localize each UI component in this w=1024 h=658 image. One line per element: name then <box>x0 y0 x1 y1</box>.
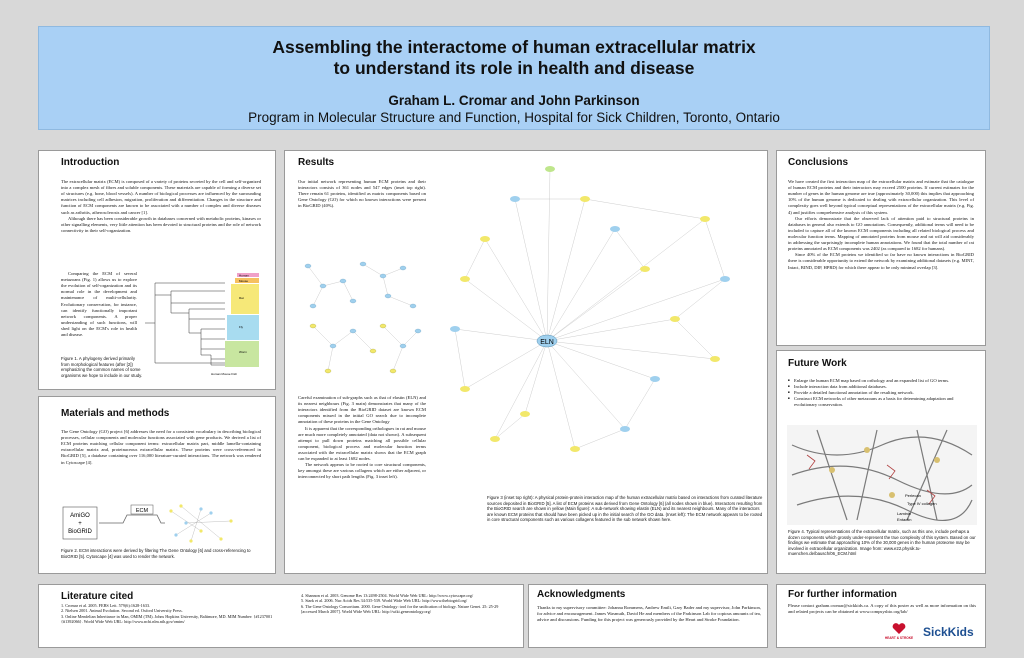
further-info-paragraph: Please contact graham.cromar@sickkids.ca. A copy of this poster as well as more information on this and related projects can be obtained at www.compsysbio.org/lab/ <box>788 603 976 615</box>
figure2-caption: Figure 2. ECM interactions were derived by filtering The Gene Ontology [6] and cross-referencing to BioGRID [5]. Cytoscape [4] was used to render the network. <box>61 548 251 559</box>
eln-node-label: ELN <box>540 339 554 346</box>
heart-icon <box>892 623 906 635</box>
phylo-label-human: Human <box>239 273 249 278</box>
fig4-label-entactin: Entactin <box>897 517 912 522</box>
future-work-item: ■ Include interaction data from additional databases. <box>788 384 974 390</box>
acknowledgments-panel <box>528 584 768 648</box>
introduction-heading: Introduction <box>61 157 120 168</box>
conclusions-panel <box>776 150 986 346</box>
heart-stroke-logo <box>881 623 917 643</box>
results-paragraph-1: Our initial network representing human ECM proteins and their interactors consists of 361 nodes and 547 edges (inset top right). There remain 61 proteins, identified as matrix components based on Gene Ontology (GO) for which no known interactions were present in BioGRID (40%). <box>298 179 426 209</box>
results-paragraph-4: The network appears to be rooted to core structural components, key amongst these are various collagens which are either adjacent, or interconnected by short path lengths (Fig. 3 inset left). <box>298 462 426 480</box>
future-work-list <box>788 378 974 408</box>
references-column-1 <box>61 603 273 625</box>
reference-item: 4. Shannon et al. 2003. Genome Res 13:2498-2504. World Wide Web URL: http://www.cytoscape.org/ <box>301 593 474 598</box>
further-info-heading: For further information <box>788 589 897 600</box>
figure4-caption: Figure 4. Typical representations of the extracellular matrix, such as this one, include perhaps a dozen components which grossly under-represent the true complexity of this system. Based on our findings we estimate that approaching 10% of the 30,000 genes in the human proteome may be involved in extracellular organization. Image from: www.e22.physik.tu-muenchen.de/bausch/06_ECM.html <box>788 529 976 557</box>
future-work-item: ■ Enlarge the human ECM map based on orthology and an expanded list of GO terms. <box>788 378 974 384</box>
methods-paragraph-1: The Gene Ontology (GO) project [6] addresses the need for a consistent vocabulary in describing biological processes, cellular components and molecular functions associated with gene products. We derived a list of ECM proteins matching cellular component terms: extracellular matrix part, middle lamella-containing extracellular matrix and, proteinaceous extracellular matrix. These proteins were cross-referenced in BioGRID [5], a database containing over 116,000 literature-curated interactions. The network was rendered in Cytoscape [4]. <box>61 429 261 465</box>
methods-heading: Materials and methods <box>61 408 170 419</box>
further-info-text <box>788 603 976 615</box>
reference-item: 6. The Gene Ontology Consortium. 2000. Gene Ontology: tool for the unification of biology. Nature Genet. 25: 25-29 [accessed March 2007]. World Wide Web URL: http://wiki.geneontology.org/ <box>301 603 499 615</box>
network-nodes <box>450 166 730 452</box>
poster-title-line2: to understand its role in health and disease <box>333 58 695 78</box>
methods-panel <box>38 396 276 574</box>
fig4-label-collagen: Type IV collagen <box>907 501 937 506</box>
reference-item: 5. Stark et al. 2006. Nuc Acids Res 34:535-539. World Wide Web URL: http://www.thebiogrid.org/ <box>301 598 468 604</box>
conclusions-paragraph-3: Since 40% of the ECM proteins we identified so far have no known interactions in BioGRID there is considerable opportunity to extend the network by examining additional datasets (e.g. MINT, Intact, BIND, DIP, HPRD) for which there appear to be only minimal overlap [3]. <box>788 252 974 270</box>
acknowledgments-heading: Acknowledgments <box>537 589 626 600</box>
phylo-label-rat: Rat <box>239 296 244 300</box>
reference-item: 1. Cromar et al. 2005. FEBS Lett. 579(6):1628-1633. <box>61 603 151 608</box>
phylo-label-mouse: Mouse <box>239 279 249 283</box>
ecm-label: ECM <box>135 508 149 514</box>
intro-text-wrap <box>61 271 137 338</box>
fig4-label-perlecan: Perlecan <box>905 493 921 498</box>
conclusions-paragraph-2: Our efforts demonstrate that the observed lack of attention paid to structural proteins in databases in general also extends to GO annotations. Consequently, additional terms will need to be included to capture all of the known ECM components including all related biological process and molecular function terms. Mapping of annotated proteins from mouse and rat will aid considerably in addressing the surprisingly incomplete human annotations. We found that the total number of rat proteins annotated as ECM components was 2402 (as compared to 1682 for humans). <box>788 215 974 252</box>
conclusions-heading: Conclusions <box>788 157 849 168</box>
plus-label: + <box>78 521 82 527</box>
methods-diagram <box>61 501 261 545</box>
conclusions-text <box>788 179 974 271</box>
conclusions-paragraph-1: We have created the first interaction map of the extracellular matrix and estimate that the catalogue of human ECM proteins and their interactors may exceed 2500 proteins. If current estimates for the number of genes in the human genome are true (approximately 30,000) this implies that approaching 10% of the human genome is dedicated to dealing with extracellular organization. This level of complexity goes well beyond typical conceptual representations of the extracellular matrix (e.g. Fig. 4) and justifies comprehensive analysis of this system. <box>788 179 974 215</box>
introduction-text <box>61 179 261 234</box>
acknowledgments-text <box>537 605 761 623</box>
literature-heading: Literature cited <box>61 591 134 602</box>
results-text-bottom <box>298 395 426 481</box>
results-text-top <box>298 179 426 210</box>
introduction-panel <box>38 150 276 390</box>
future-work-item: ■ Construct ECM networks of other metazoans as a basis for determining adaptation and evolutionary conservation. <box>788 396 974 408</box>
phylo-label-worm: Worm <box>239 350 247 354</box>
poster-title-line1: Assembling the interactome of human extracellular matrix <box>272 37 756 57</box>
future-work-heading: Future Work <box>788 358 847 369</box>
figure1-caption: Figure 1. A phylogeny derived primarily from morphological features (after [2]) emphasizing the common names of some organisms we hope to include in our study. <box>61 356 143 378</box>
results-heading: Results <box>298 157 335 168</box>
reference-item: 2. Nielsen 2001. Animal Evolution. Second ed. Oxford University Press. <box>61 608 183 614</box>
literature-panel <box>38 584 524 648</box>
biogrid-label: BioGRID <box>68 529 92 535</box>
future-work-panel <box>776 350 986 574</box>
inset-left-network <box>293 246 428 386</box>
results-paragraph-3: It is apparent that the corresponding orthologues in rat and mouse are much more completely annotated (data not shown). A subsequent attempt to pull down proteins matching all possible cellular component, biological process and molecular function terms associated with the extracellular matrix shows that the ECM graph can be expanded to at least 1682 nodes. <box>298 425 426 462</box>
poster-header <box>38 26 990 130</box>
poster-affiliation: Program in Molecular Structure and Function, Hospital for Sick Children, Toronto, Ontario <box>248 110 780 125</box>
methods-text <box>61 429 261 466</box>
future-work-item: ■ Provide a detailed functional annotation of the resulting network. <box>788 390 974 396</box>
fig4-label-laminin: Laminin <box>897 511 912 516</box>
intro-paragraph-3: Comparing the ECM of several metazoans (Fig. 1) allows us to explore the evolution of self-organization and its normal role in the development and maintenance of multi-cellularity. Evolutionary conservation, for instance, can identify functionally important network components. A proper understanding of such functions, will shed light on the ECM's role in health and disease. <box>61 271 137 338</box>
heart-stroke-logo-text: HEART & STROKE <box>884 636 914 640</box>
results-panel <box>284 150 768 574</box>
results-paragraph-2: Careful examination of sub-graphs such as that of elastin (ELN) and its nearest neighbours (Fig. 3 main) demonstrates that many of the interactors identified from the BioGRID dataset are known ECM components missed in the initial GO search due to incomplete annotation of these proteins in the Gene Ontology <box>298 395 426 425</box>
figure3-caption: Figure 3 (inset top right): A physical protein-protein interaction map of the human extracellular matrix based on interactions from curated literature sources deposited in BioGRID [5]. A list of ECM proteins was derived from Gene Ontology [6] (all nodes shown in blue). Interactors resulting from the BioGRID search are shown in yellow (Main figure): A sub-network showing elastin (ELN) and its nearest neighbours. Many of the interactors are known ECM proteins that should have been picked up in the initial search of the GO data. (Inset left): The ECM network appears to be rooted in core structural components such as various collagens featured in the sub network shown here. <box>487 495 763 523</box>
further-info-panel <box>776 584 986 648</box>
acknowledgments-paragraph: Thanks to my supervisory committee: Johanna Rommens, Andrew Emili, Gary Bader and my supervisor, John Parkinson, for advice and encouragement. James Wasmuth, David He and members of the Parkinson Lab for copious amounts of tea, advice and discussions. Funding for this project was generously provided by the Heart and Stroke Foundation. <box>537 605 761 623</box>
phylo-inner-caption: Human Mouse Fish <box>211 372 238 376</box>
main-network-graph <box>425 159 765 499</box>
intro-paragraph-1: The extracellular matrix (ECM) is composed of a variety of proteins secreted by the cell and self-organized into a complex mesh of fibres and soluble components. These materials are capable of forming a diverse set of structures (e.g. bone, blood vessels). A number of biological processes are influenced by the surrounding matrices including cell adhesion, migration, proliferation and differentiation. Changes in the structure and function of ECM components are known to be associated with a number of complex and diverse diseases such as arthritis, atherosclerosis and cancer [1]. <box>61 179 261 215</box>
intro-paragraph-2: Although there has been considerable growth in databases concerned with metabolic proteins, kinases or other signalling elements, very little attention has been devoted to structural proteins and the role of network connectivity in their self-organization. <box>61 215 261 233</box>
phylo-label-fly: Fly <box>239 325 243 329</box>
poster-authors: Graham L. Cromar and John Parkinson <box>388 93 640 108</box>
references-column-2 <box>301 593 513 615</box>
sickkids-logo: SickKids <box>923 625 974 639</box>
amigo-label: AmiGO <box>70 513 90 519</box>
reference-item: 3. Online Mendelian Inheritance in Man, OMIM (TM). Johns Hopkins University, Baltimore, MD. MIM Number: {#1237001 {#1392066}. World Wide Web URL: http://www.ncbi.nlm.nih.gov/omim/ <box>61 613 273 625</box>
ecm-structure-figure <box>787 425 977 525</box>
phylogeny-figure <box>141 273 263 377</box>
